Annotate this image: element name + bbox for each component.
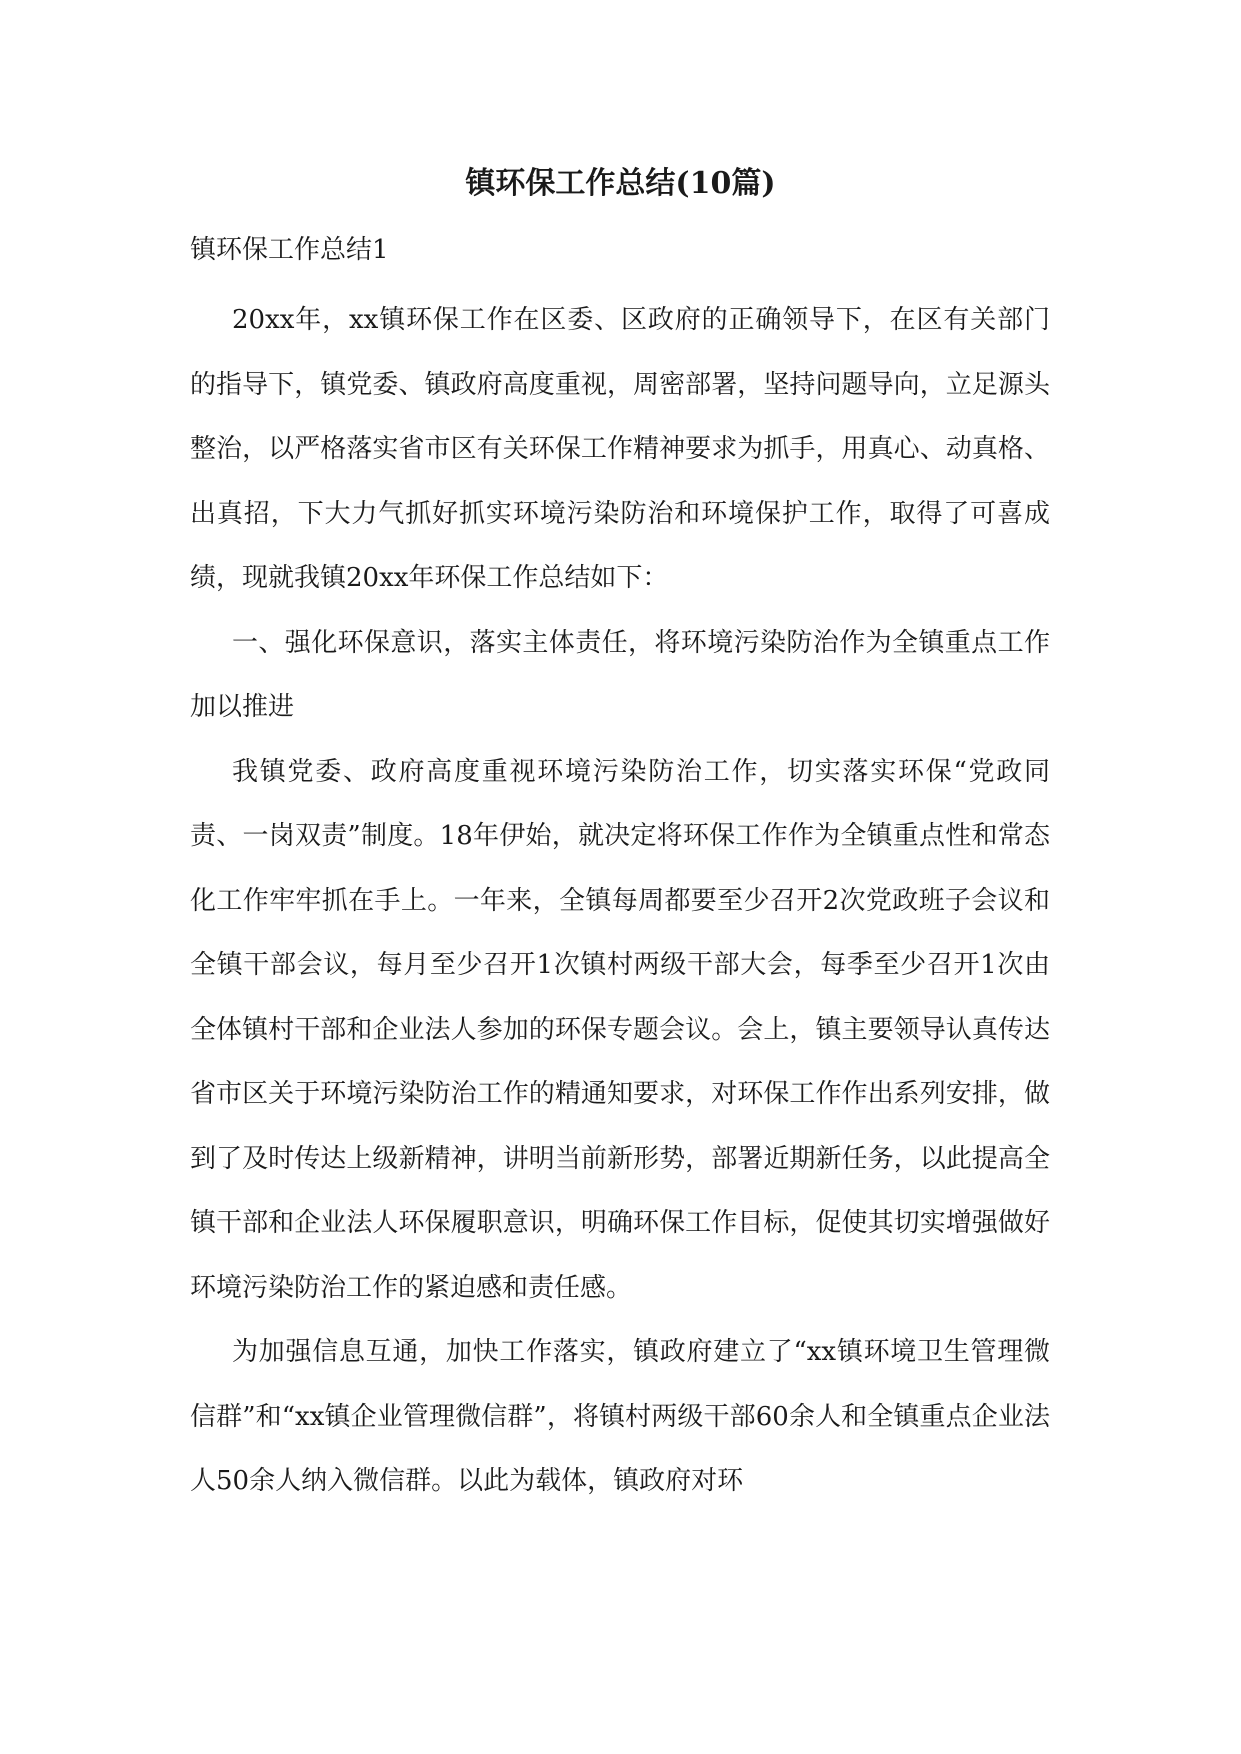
section-heading: 镇环保工作总结1 xyxy=(190,235,389,265)
paragraph-heading-one: 一、强化环保意识，落实主体责任，将环境污染防治作为全镇重点工作加以推进 xyxy=(190,627,1050,722)
paragraph-responsibility: 我镇党委、政府高度重视环境污染防治工作，切实落实环保“党政同责、一岗双责”制度。18年伊始，就决定将环保工作作为全镇重点性和常态化工作牢牢抓在手上。一年来，全镇每周都要至少召开2次党政班子会议和全镇干部会议，每月至少召开1次镇村两级干部大会，每季至少召开1次由全体镇村干部和企业法人参加的环保专题会议。会上，镇主要领导认真传达省市区关于环境污染防治工作的精通知要求，对环保工作作出系列安排，做到了及时传达上级新精神，讲明当前新形势，部署近期新任务，以此提高全镇干部和企业法人环保履职意识，明确环保工作目标，促使其切实增强做好环境污染防治工作的紧迫感和责任感。 xyxy=(190,756,1050,1303)
document-body xyxy=(190,288,1050,1514)
paragraph-wechat-groups: 为加强信息互通，加快工作落实，镇政府建立了“xx镇环境卫生管理微信群”和“xx镇企业管理微信群”，将镇村两级干部60余人和全镇重点企业法人50余人纳入微信群。以此为载体，镇政府对环 xyxy=(190,1337,1050,1496)
document-title: 镇环保工作总结(10篇) xyxy=(465,166,776,201)
paragraph-intro: 20xx年，xx镇环保工作在区委、区政府的正确领导下，在区有关部门的指导下，镇党委、镇政府高度重视，周密部署，坚持问题导向，立足源头整治，以严格落实省市区有关环保工作精神要求为抓手，用真心、动真格、出真招，下大力气抓好抓实环境污染防治和环境保护工作，取得了可喜成绩，现就我镇20xx年环保工作总结如下： xyxy=(190,305,1050,593)
